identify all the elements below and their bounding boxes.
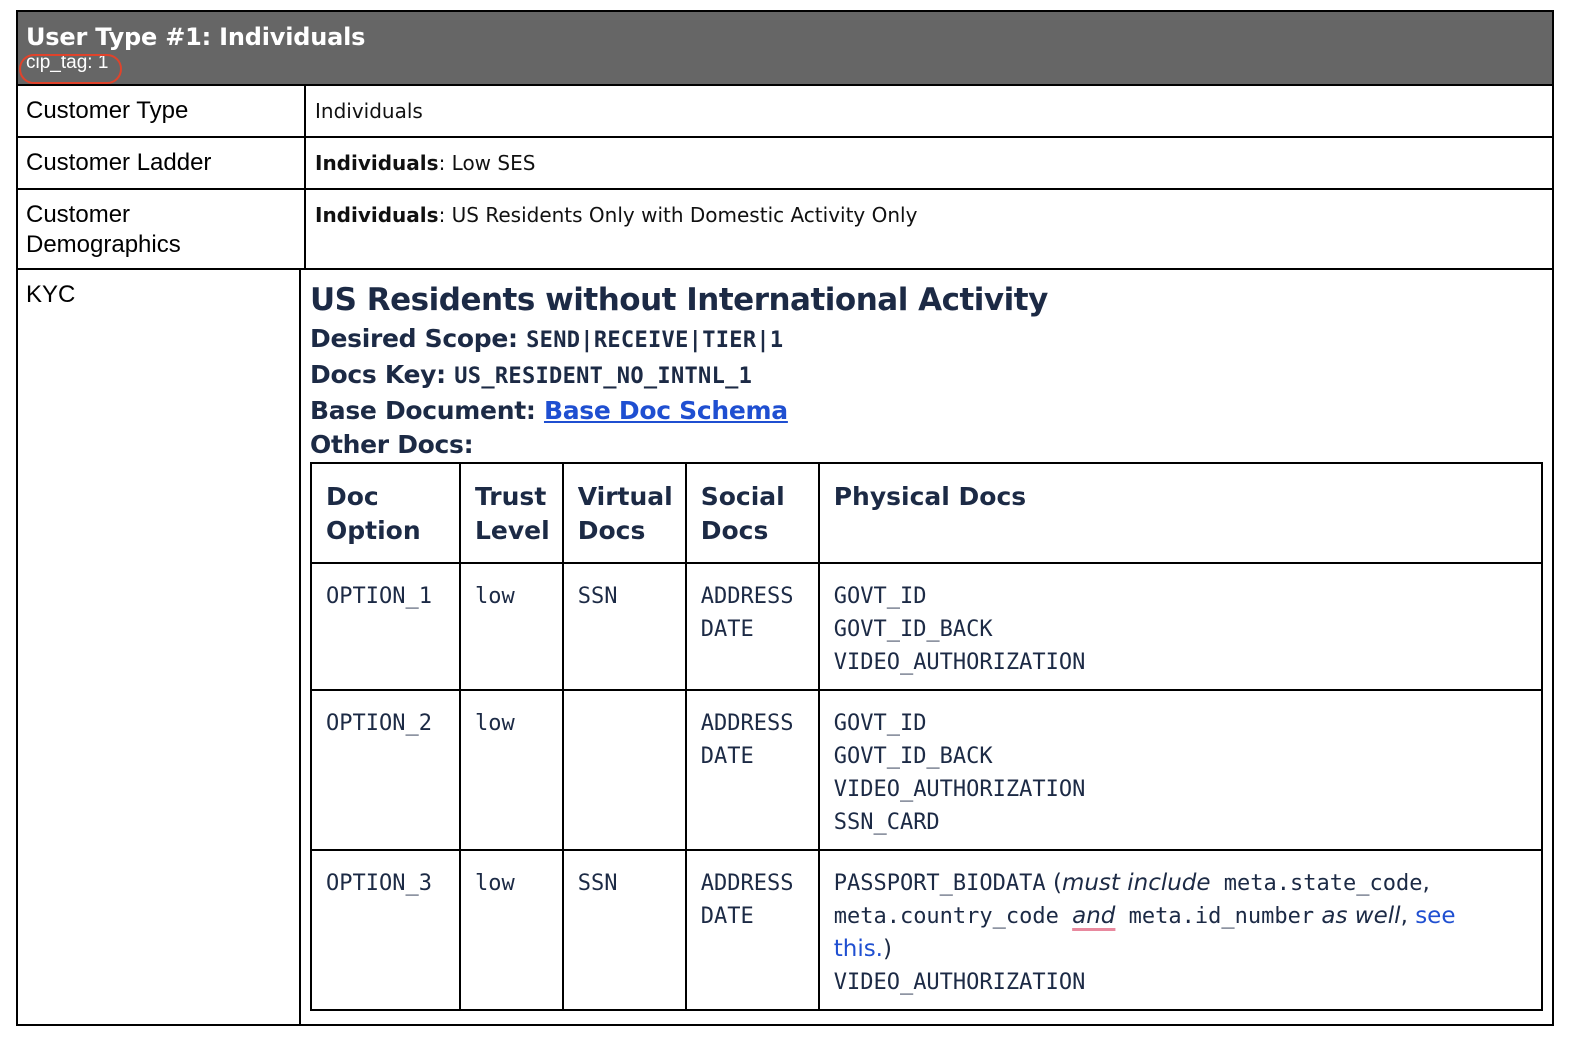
base-document-label: Base Document: <box>310 396 536 425</box>
customer-demographics-value-bold: Individuals <box>315 203 439 227</box>
doc-option-cell: OPTION_2 <box>311 690 460 850</box>
see-link-word: see <box>1415 903 1456 929</box>
note-field-country-code: meta.country_code <box>833 904 1059 929</box>
header-virtual-docs <box>563 463 686 563</box>
note-close-paren: ) <box>883 936 892 962</box>
user-type-header <box>18 12 1552 86</box>
social-docs-cell <box>686 690 819 850</box>
docs-key-label: Docs Key: <box>310 360 446 389</box>
physical-doc-item: GOVT_ID <box>833 711 927 736</box>
table-row <box>311 563 1542 690</box>
header-trust-level-line2: Level <box>475 516 550 545</box>
table-row <box>311 690 1542 850</box>
docs-key-line <box>310 358 1543 394</box>
note-field-id-number: meta.id_number <box>1115 904 1315 929</box>
virtual-docs-cell: SSN <box>563 850 686 1010</box>
docs-table-header-row <box>311 463 1542 563</box>
kyc-content <box>301 270 1552 1024</box>
header-trust-level <box>460 463 563 563</box>
header-physical-docs: Physical Docs <box>819 463 1542 563</box>
physical-doc-item: SSN_CARD <box>833 810 940 835</box>
social-docs-cell <box>686 850 819 1010</box>
passport-biodata-doc: PASSPORT_BIODATA <box>833 871 1046 896</box>
note-as-well: as well <box>1314 903 1401 929</box>
desired-scope-line <box>310 322 1543 358</box>
doc-option-cell: OPTION_1 <box>311 563 460 690</box>
social-doc-item: ADDRESS <box>700 584 794 609</box>
social-doc-item: ADDRESS <box>700 871 794 896</box>
social-doc-item: ADDRESS <box>700 711 794 736</box>
header-doc-option <box>311 463 460 563</box>
header-social-docs-line1: Social <box>700 482 785 511</box>
physical-doc-item: GOVT_ID <box>833 584 927 609</box>
header-virtual-docs-line1: Virtual <box>577 482 673 511</box>
kyc-row <box>18 270 1552 1024</box>
desired-scope-value: SEND|RECEIVE|TIER|1 <box>526 328 784 353</box>
kyc-heading: US Residents without International Activity <box>310 282 1048 318</box>
trust-level-cell: low <box>460 563 563 690</box>
customer-ladder-label: Customer Ladder <box>18 138 306 188</box>
note-comma: , <box>1422 870 1430 896</box>
passport-note <box>834 871 1456 962</box>
user-type-table <box>16 10 1554 1026</box>
virtual-docs-cell <box>563 690 686 850</box>
this-link-word: this. <box>833 936 883 962</box>
physical-doc-item: VIDEO_AUTHORIZATION <box>833 970 1086 995</box>
customer-type-row <box>18 86 1552 138</box>
social-docs-cell <box>686 563 819 690</box>
user-type-title: User Type #1: Individuals <box>26 23 366 51</box>
customer-ladder-value-text: : Low SES <box>438 151 536 175</box>
note-open-paren: ( <box>1045 870 1062 896</box>
physical-docs-cell <box>819 563 1542 690</box>
physical-docs-cell <box>819 850 1542 1010</box>
customer-demographics-value <box>306 190 1552 268</box>
header-doc-option-line1: Doc <box>326 482 379 511</box>
base-document-line <box>310 394 1543 428</box>
customer-demographics-value-text: : US Residents Only with Domestic Activity Only <box>438 203 918 227</box>
trust-level-cell: low <box>460 850 563 1010</box>
cip-tag-highlight-circle <box>19 54 122 84</box>
note-field-state-code: meta.state_code <box>1210 871 1423 896</box>
physical-doc-item: VIDEO_AUTHORIZATION <box>833 650 1086 675</box>
base-doc-schema-link[interactable]: Base Doc Schema <box>543 396 788 425</box>
virtual-docs-cell: SSN <box>563 563 686 690</box>
docs-options-table <box>310 462 1543 1011</box>
trust-level-cell: low <box>460 690 563 850</box>
customer-ladder-value <box>306 138 1552 188</box>
social-doc-item: DATE <box>700 744 754 769</box>
physical-doc-item: GOVT_ID_BACK <box>833 617 993 642</box>
note-must-include: must include <box>1061 870 1211 896</box>
social-doc-item: DATE <box>700 904 754 929</box>
header-doc-option-line2: Option <box>326 516 421 545</box>
customer-demographics-row <box>18 190 1552 270</box>
docs-key-value: US_RESIDENT_NO_INTNL_1 <box>454 364 753 389</box>
customer-type-label: Customer Type <box>18 86 306 136</box>
note-comma: , <box>1400 903 1416 929</box>
customer-type-value: Individuals <box>315 99 423 123</box>
social-doc-item: DATE <box>700 617 754 642</box>
note-and: and <box>1072 903 1116 929</box>
header-social-docs-line2: Docs <box>700 516 769 545</box>
header-virtual-docs-line2: Docs <box>577 516 646 545</box>
customer-demographics-label-line1: Customer <box>26 201 131 228</box>
physical-doc-item: GOVT_ID_BACK <box>833 744 993 769</box>
cip-tag: cip_tag: 1 <box>26 52 109 73</box>
header-social-docs <box>686 463 819 563</box>
other-docs-label: Other Docs: <box>310 430 474 459</box>
physical-doc-item: VIDEO_AUTHORIZATION <box>833 777 1086 802</box>
customer-ladder-value-bold: Individuals <box>315 151 439 175</box>
kyc-label: KYC <box>18 270 301 1024</box>
customer-demographics-label <box>18 190 306 268</box>
doc-option-cell: OPTION_3 <box>311 850 460 1010</box>
table-row <box>311 850 1542 1010</box>
physical-docs-cell <box>819 690 1542 850</box>
customer-demographics-label-line2: Demographics <box>26 231 181 258</box>
customer-ladder-row <box>18 138 1552 190</box>
desired-scope-label: Desired Scope: <box>310 324 518 353</box>
header-trust-level-line1: Trust <box>475 482 547 511</box>
